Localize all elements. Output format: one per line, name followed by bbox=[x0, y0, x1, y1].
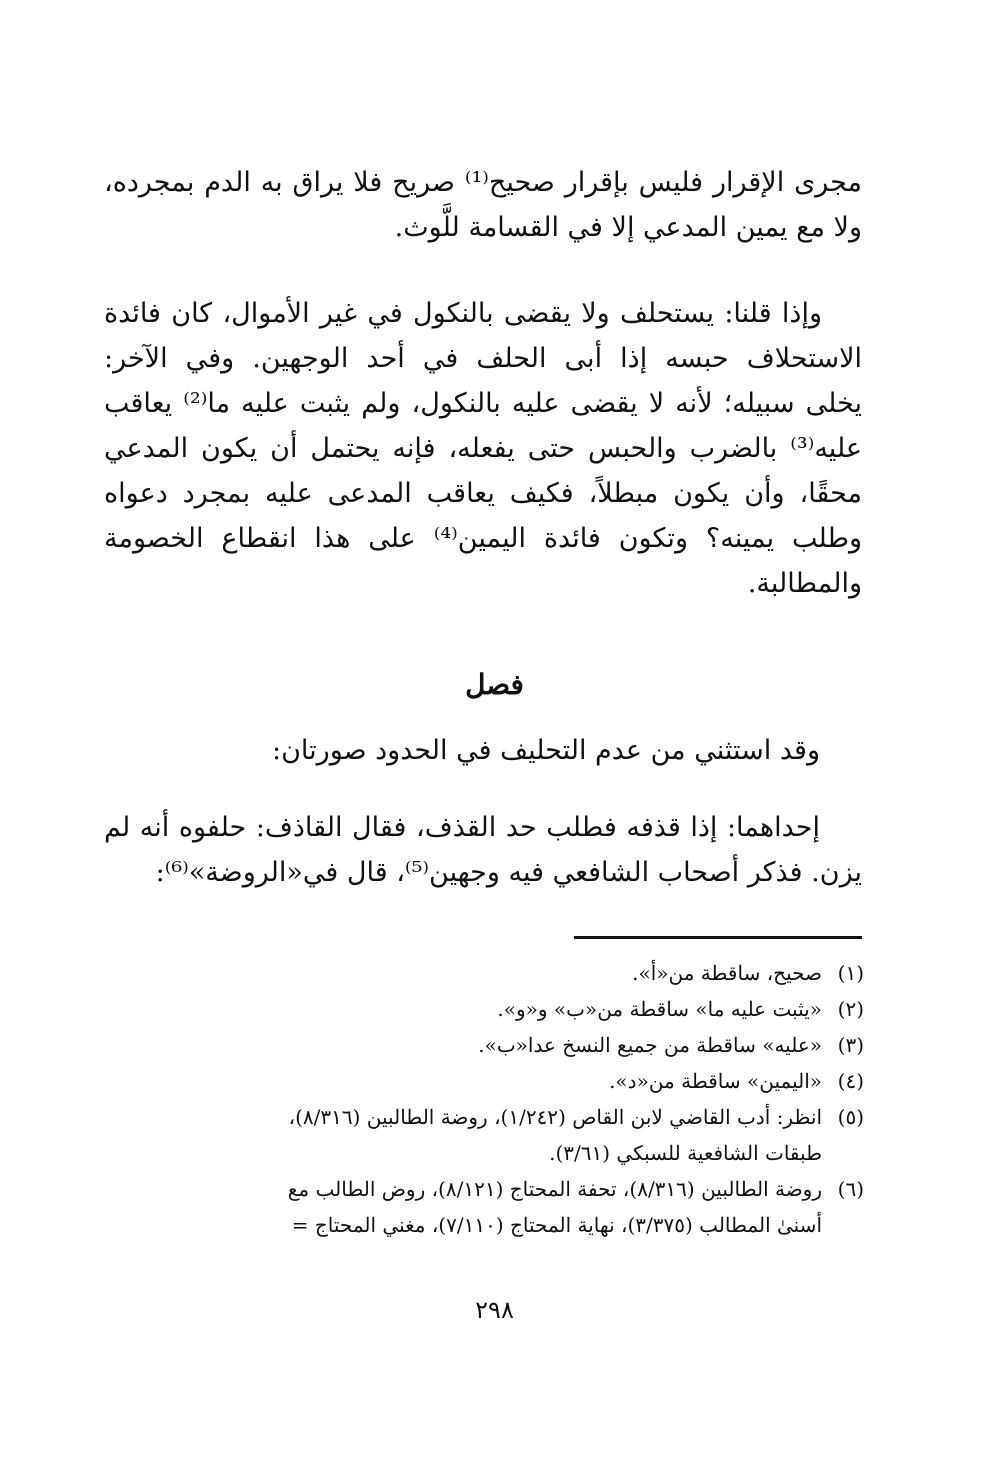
page-number: ٢٩٨ bbox=[475, 1296, 514, 1324]
footnote-text: «يثبت عليه ما» ساقطة من«ب» و«و». bbox=[497, 997, 822, 1021]
text-line: مجرى الإقرار فليس بإقرار صحيح⁽¹⁾ صريح فلا يراق به الدم بمجرده، bbox=[104, 167, 862, 198]
footnote-text: انظر: أدب القاضي لابن القاص (١/٢٤٢)، روضة الطالبين (٨/٣١٦)، طبقات الشافعية للسبكي (٣/٦١). bbox=[288, 1105, 822, 1165]
footnote-number: (٢) bbox=[837, 997, 864, 1021]
text-line: وقد استثني من عدم التحليف في الحدود صورتان: bbox=[271, 735, 820, 766]
paragraph-1 bbox=[104, 160, 862, 250]
footnote-text: صحيح، ساقطة من«أ». bbox=[632, 961, 822, 985]
footnote-number: (٣) bbox=[837, 1033, 864, 1057]
text-line: والمطالبة. bbox=[747, 568, 862, 599]
footnote-item bbox=[100, 1027, 864, 1063]
text-line: عليه⁽³⁾ بالضرب والحبس حتى يفعله، فإنه يحتمل أن يكون المدعي bbox=[104, 433, 862, 464]
footnote-number: (٦) bbox=[837, 1177, 864, 1201]
footnote-text: «عليه» ساقطة من جميع النسخ عدا«ب». bbox=[478, 1033, 822, 1057]
footnote-item bbox=[100, 1063, 864, 1099]
text-line: الاستحلاف حبسه إذا أبى الحلف في أحد الوجهين. وفي الآخر: bbox=[104, 343, 862, 374]
text-line: محقًا، وأن يكون مبطلاً، فكيف يعاقب المدعى عليه بمجرد دعواه bbox=[104, 478, 862, 509]
paragraph-4 bbox=[104, 805, 862, 895]
text-line: يخلى سبيله؛ لأنه لا يقضى عليه بالنكول، ولم يثبت عليه ما⁽²⁾ يعاقب bbox=[104, 388, 863, 419]
paragraph-2 bbox=[104, 291, 862, 606]
footnote-item bbox=[100, 1099, 864, 1171]
footnote-text: «اليمين» ساقطة من«د». bbox=[609, 1069, 822, 1093]
footnote-text: روضة الطالبين (٨/٣١٦)، تحفة المحتاج (٨/١٢١)، روض الطالب مع أسنىٰ المطالب (٣/٣٧٥)، نهاية المحتاج (٧/١١٠)، مغني المحتاج = bbox=[287, 1177, 822, 1237]
section-heading: فصل bbox=[465, 668, 524, 701]
footnote-item bbox=[100, 1171, 864, 1243]
text-line: إحداهما: إذا قذفه فطلب حد القذف، فقال القاذف: حلفوه أنه لم bbox=[104, 812, 820, 843]
footnote-item bbox=[100, 955, 864, 991]
footnotes bbox=[100, 955, 864, 1243]
footnote-number: (٥) bbox=[837, 1105, 864, 1129]
footnote-number: (٤) bbox=[837, 1069, 864, 1093]
text-line: وطلب يمينه؟ وتكون فائدة اليمين⁽⁴⁾ على هذا انقطاع الخصومة bbox=[104, 523, 862, 554]
text-line: وإذا قلنا: يستحلف ولا يقضى بالنكول في غير الأموال، كان فائدة bbox=[104, 298, 822, 329]
footnote-item bbox=[100, 991, 864, 1027]
footnote-number: (١) bbox=[837, 961, 864, 985]
text-line: يزن. فذكر أصحاب الشافعي فيه وجهين⁽⁵⁾، قال في«الروضة»⁽⁶⁾: bbox=[155, 857, 862, 888]
footnote-separator bbox=[574, 936, 862, 939]
paragraph-3 bbox=[104, 728, 862, 773]
text-line: ولا مع يمين المدعي إلا في القسامة للَّوث. bbox=[394, 212, 862, 243]
